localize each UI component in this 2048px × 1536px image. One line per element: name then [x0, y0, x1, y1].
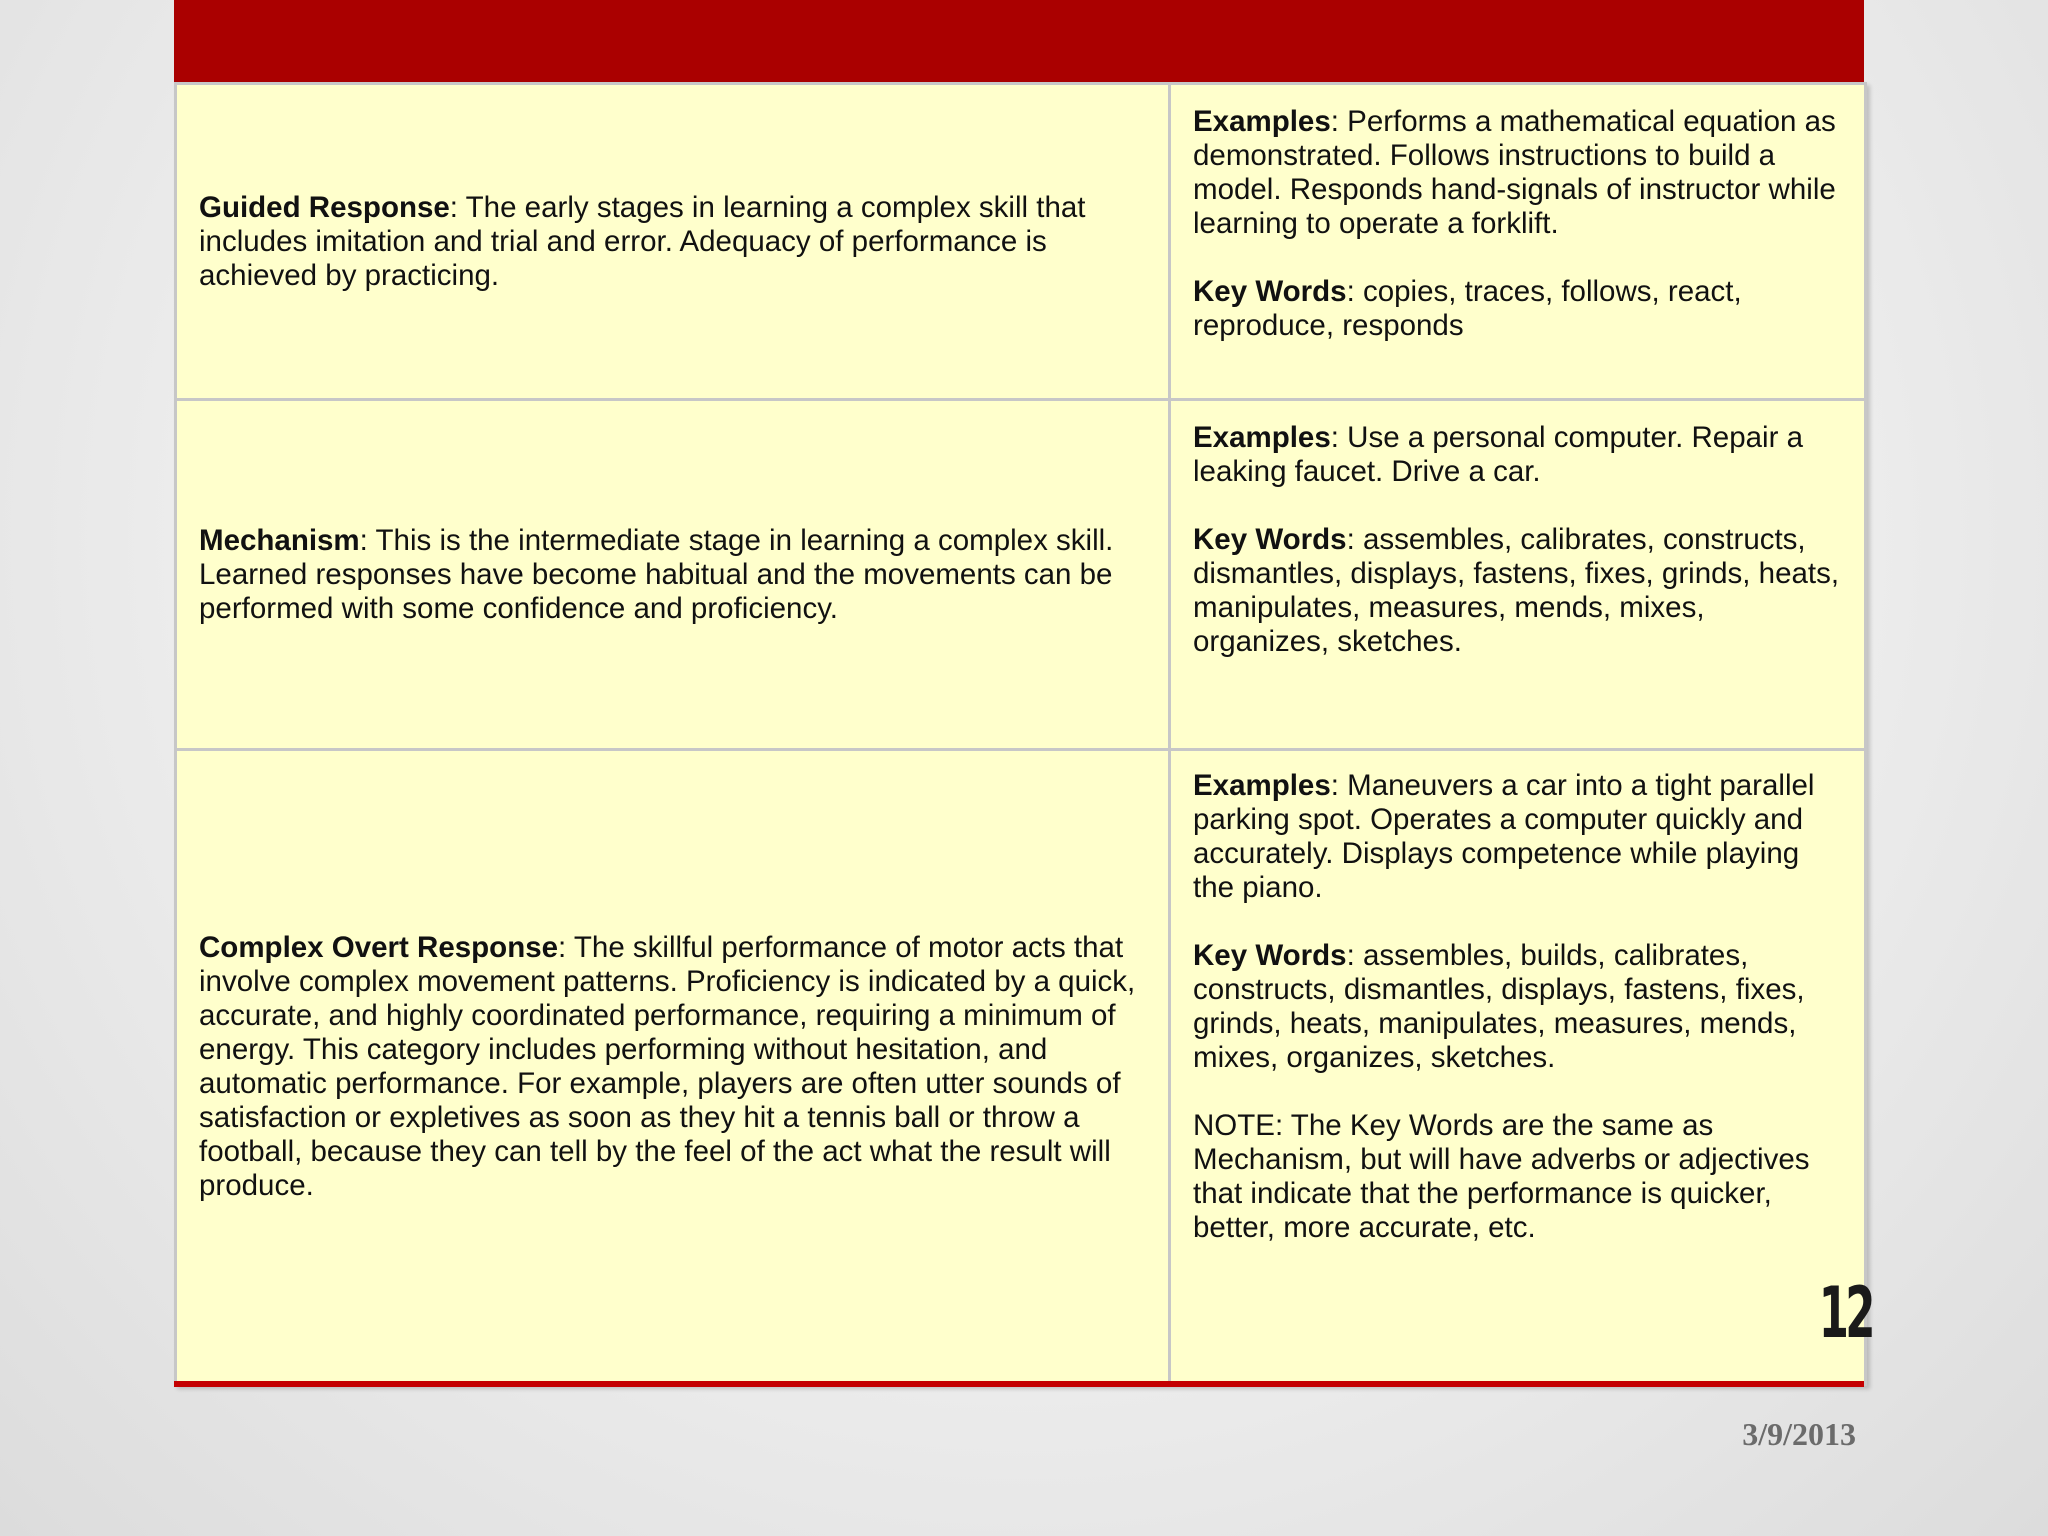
keywords-label: Key Words [1193, 939, 1347, 972]
description-cell [176, 750, 1170, 1385]
keywords-text: : assembles, builds, calibrates, constructs, dismantles, displays, fastens, fixes, grinds, heats, manipulates, measures, mends, mixes, organizes, sketches. [1193, 939, 1805, 1074]
note-paragraph: NOTE: The Key Words are the same as Mechanism, but will have adverbs or adjectives that indicate that the performance is quicker, better, more accurate, etc. [1193, 1109, 1810, 1244]
table-row [176, 84, 1866, 400]
examples-label: Examples [1193, 769, 1331, 802]
description-cell [176, 84, 1170, 400]
examples-cell [1170, 84, 1866, 400]
examples-cell [1170, 400, 1866, 750]
paragraph-gap [1193, 905, 1844, 939]
paragraph-gap [1193, 1075, 1844, 1109]
keywords-paragraph [1193, 939, 1844, 1075]
keywords-text: : assembles, calibrates, constructs, dismantles, displays, fastens, fixes, grinds, heats, manipulates, measures, mends, mixes, organizes, sketches. [1193, 523, 1840, 658]
keywords-text: : copies, traces, follows, react, reproduce, responds [1193, 275, 1742, 342]
psychomotor-table [174, 82, 1872, 1386]
examples-label: Examples [1193, 421, 1331, 454]
description-cell [176, 400, 1170, 750]
keywords-paragraph [1193, 275, 1844, 343]
term-label: Complex Overt Response [199, 931, 559, 964]
examples-paragraph [1193, 105, 1844, 241]
table-row [176, 750, 1866, 1385]
keywords-label: Key Words [1193, 523, 1347, 556]
paragraph-gap [1193, 241, 1844, 275]
term-label: Mechanism [199, 523, 360, 557]
keywords-label: Key Words [1193, 275, 1347, 308]
header-bar [174, 0, 1864, 82]
examples-paragraph [1193, 769, 1844, 905]
term-description: : The early stages in learning a complex skill that includes imitation and trial and error. Adequacy of performance is achieved by practicing. [199, 190, 1086, 292]
examples-text: : Performs a mathematical equation as demonstrated. Follows instructions to build a model. Responds hand-signals of instructor while learning to operate a forklift. [1193, 105, 1836, 240]
examples-label: Examples [1193, 105, 1331, 138]
paragraph-gap [1193, 489, 1844, 523]
examples-cell [1170, 750, 1872, 1385]
term-label: Guided Response [199, 190, 450, 224]
term-description: : This is the intermediate stage in learning a complex skill. Learned responses have become habitual and the movements can be performed with some confidence and proficiency. [199, 523, 1114, 625]
term-description: : The skillful performance of motor acts that involve complex movement patterns. Proficiency is indicated by a quick, accurate, and highly coordinated performance, requiring a minimum of energy. This category includes performing without hesitation, and automatic performance. For example, players are often utter sounds of satisfaction or expletives as soon as they hit a tennis ball or throw a football, because they can tell by the feel of the act what the result will produce. [199, 931, 1136, 1202]
keywords-paragraph [1193, 523, 1844, 659]
examples-text: : Maneuvers a car into a tight parallel parking spot. Operates a computer quickly and accurately. Displays competence while playing the piano. [1193, 769, 1815, 904]
slide-number: 12 [1818, 1272, 1872, 1354]
footer-line [174, 1381, 1864, 1387]
slide-date: 3/9/2013 [1742, 1416, 1856, 1452]
table-row [176, 400, 1866, 750]
examples-paragraph [1193, 421, 1844, 489]
examples-text: : Use a personal computer. Repair a leaking faucet. Drive a car. [1193, 421, 1803, 488]
